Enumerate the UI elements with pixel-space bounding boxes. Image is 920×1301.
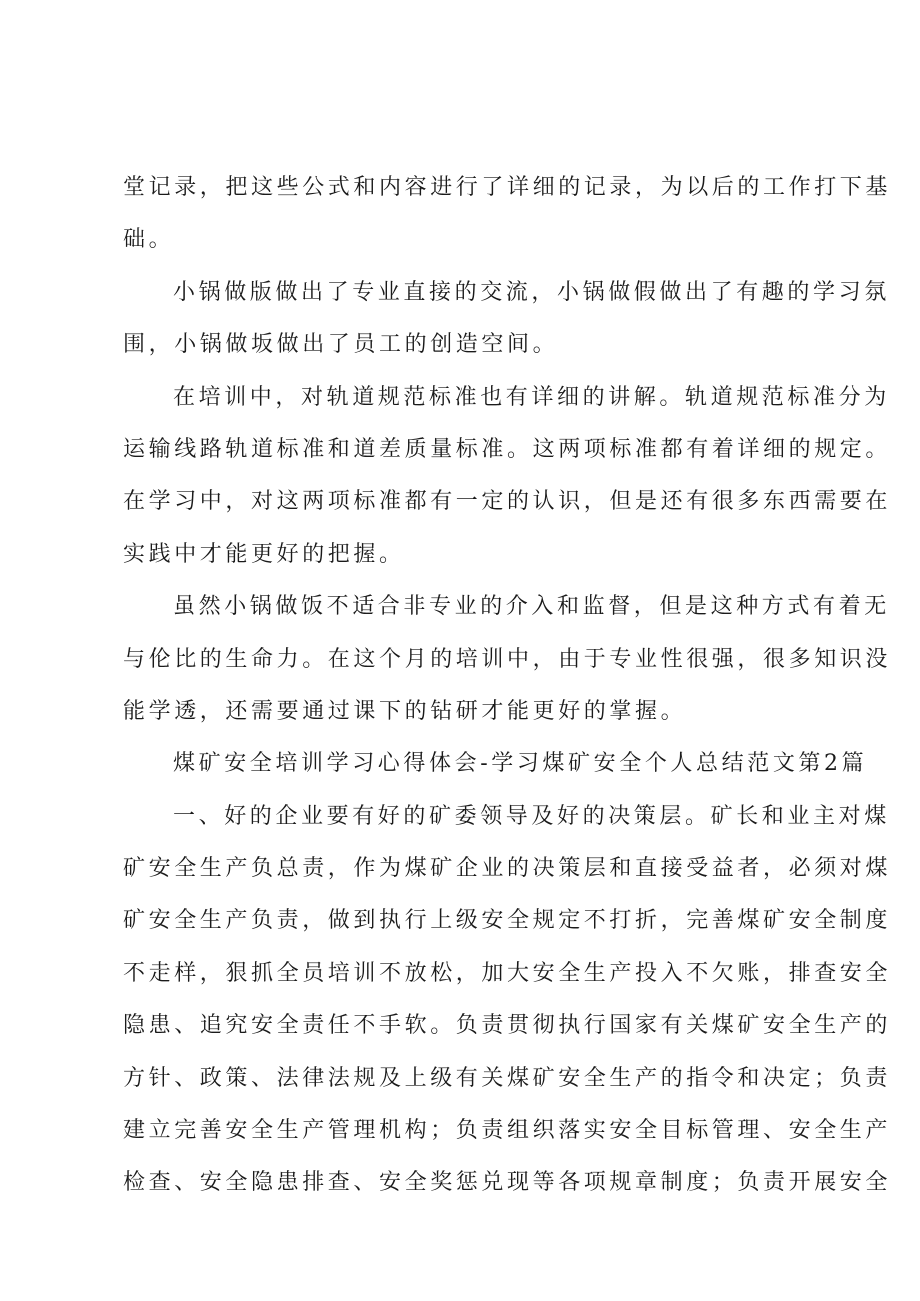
text-line: 不走样，狠抓全员培训不放松，加大安全生产投入不欠账，排查安全 [123, 960, 892, 986]
document-body [123, 162, 892, 1210]
text-line: 运输线路轨道标准和道差质量标准。这两项标准都有着详细的规定。 [123, 436, 892, 462]
text-line: 建立完善安全生产管理机构；负责组织落实安全目标管理、安全生产 [123, 1118, 892, 1144]
text-line: 在培训中，对轨道规范标准也有详细的讲解。轨道规范标准分为 [173, 384, 890, 410]
text-line: 小锅做版做出了专业直接的交流，小锅做假做出了有趣的学习氛 [173, 279, 890, 305]
text-line: 矿安全生产负责，做到执行上级安全规定不打折，完善煤矿安全制度 [123, 908, 892, 934]
text-line: 堂记录，把这些公式和内容进行了详细的记录，为以后的工作打下基 [123, 175, 892, 200]
text-line: 实践中才能更好的把握。 [123, 541, 405, 567]
text-line: 虽然小锅做饭不适合非专业的介入和监督，但是这种方式有着无 [173, 594, 890, 620]
text-line: 在学习中，对这两项标准都有一定的认识，但是还有很多东西需要在 [123, 489, 892, 515]
text-line: 检查、安全隐患排查、安全奖惩兑现等各项规章制度；负责开展安全 [123, 1170, 892, 1196]
text-line: 与伦比的生命力。在这个月的培训中，由于专业性很强，很多知识没 [123, 646, 892, 672]
text-line: 隐患、追究安全责任不手软。负责贯彻执行国家有关煤矿安全生产的 [123, 1013, 892, 1039]
section-title: 煤矿安全培训学习心得体会-学习煤矿安全个人总结范文第2篇 [173, 751, 868, 777]
text-line: 一、好的企业要有好的矿委领导及好的决策层。矿长和业主对煤 [173, 803, 890, 829]
text-line: 础。 [123, 227, 175, 253]
text-line: 矿安全生产负总责，作为煤矿企业的决策层和直接受益者，必须对煤 [123, 856, 892, 882]
text-line: 围，小锅做坂做出了员工的创造空间。 [123, 332, 559, 358]
text-line: 方针、政策、法律法规及上级有关煤矿安全生产的指令和决定；负责 [123, 1065, 892, 1091]
text-line: 能学透，还需要通过课下的钻研才能更好的掌握。 [123, 698, 687, 724]
